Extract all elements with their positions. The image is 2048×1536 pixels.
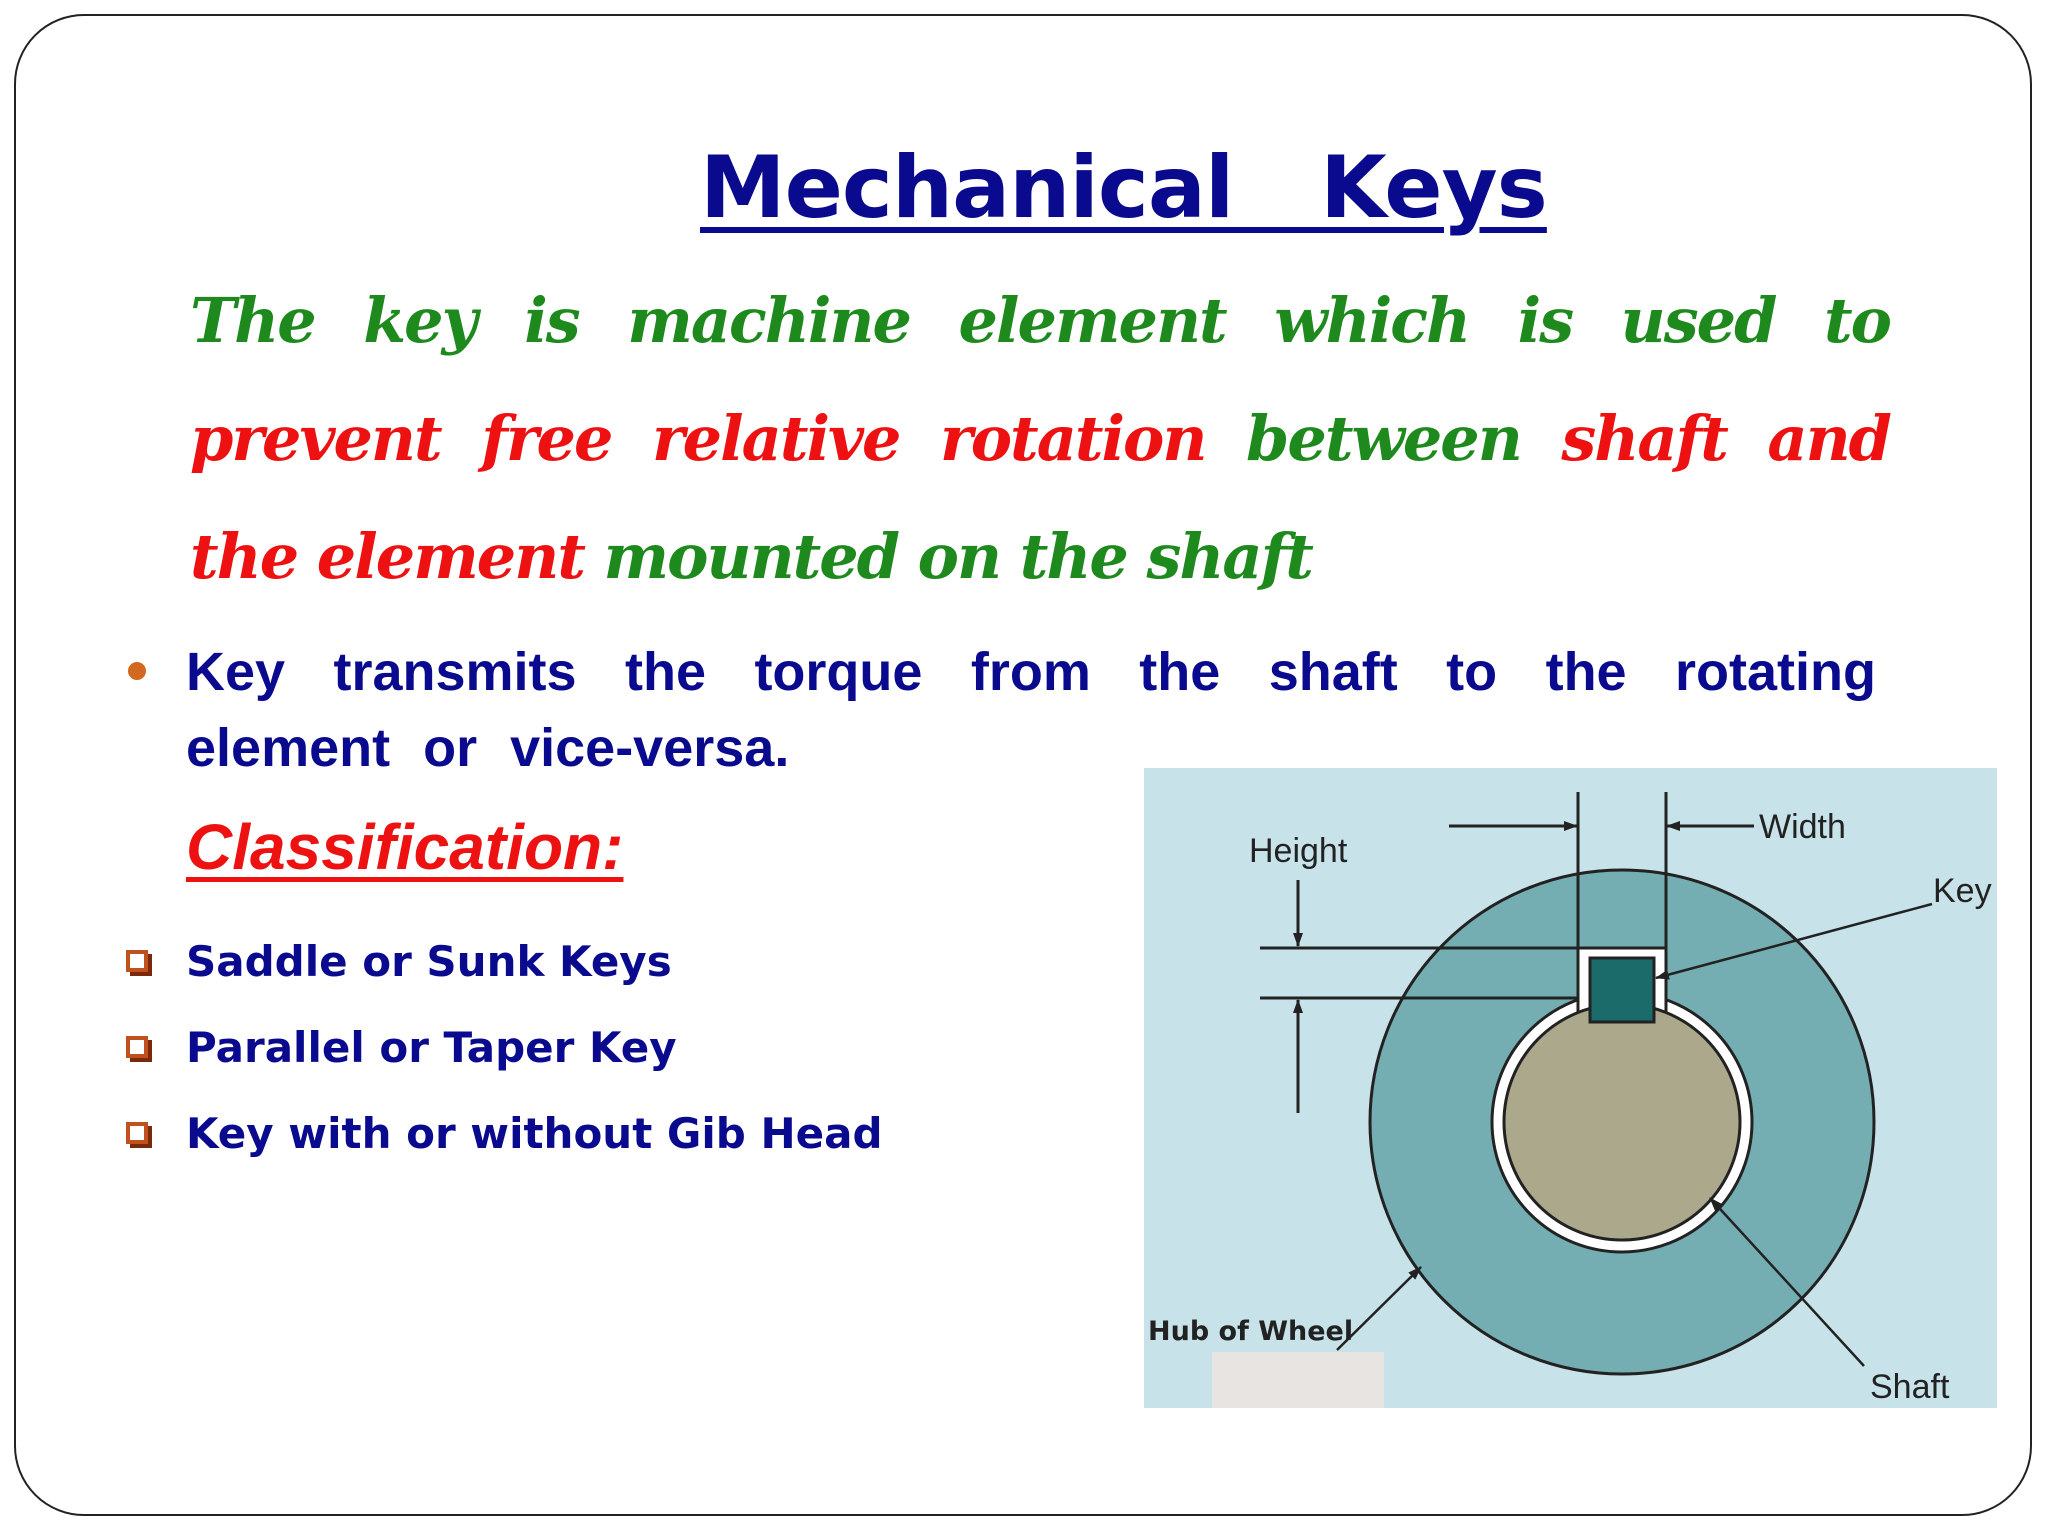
list-item xyxy=(126,1004,883,1090)
torque-bullet-text: Key transmits the torque from the shaft to the rotating element or vice-versa. xyxy=(186,642,1876,778)
key-diagram xyxy=(1144,768,1997,1408)
list-item-text: Saddle or Sunk Keys xyxy=(186,936,672,986)
definition-text-3: mounted on the shaft xyxy=(583,520,1312,593)
torque-bullet xyxy=(128,634,1888,786)
definition-highlight-1: prevent free relative rotation xyxy=(190,402,1206,475)
slide-title: Mechanical Keys xyxy=(700,138,1547,238)
checkbox-bullet-icon xyxy=(126,1036,148,1058)
definition-text-2: between xyxy=(1205,402,1562,475)
key-block xyxy=(1590,958,1654,1022)
hub-label: Hub of Wheel xyxy=(1148,1316,1354,1347)
checkbox-bullet-icon xyxy=(126,1122,148,1144)
shaft xyxy=(1504,1004,1740,1240)
classification-list xyxy=(126,918,883,1176)
key-label: Key xyxy=(1933,872,1992,910)
key-definition xyxy=(190,262,1890,616)
checkbox-bullet-icon xyxy=(126,950,148,972)
definition-text-1: The key is machine element which is used to xyxy=(190,284,1890,357)
list-item-text: Parallel or Taper Key xyxy=(186,1022,677,1072)
height-label: Height xyxy=(1249,832,1348,870)
width-label: Width xyxy=(1759,808,1846,846)
label-box xyxy=(1212,1352,1384,1408)
list-item-text: Key with or without Gib Head xyxy=(186,1108,883,1158)
bullet-dot-icon xyxy=(128,662,146,680)
list-item xyxy=(126,1090,883,1176)
list-item xyxy=(126,918,883,1004)
definition-highlight-2: shaft and the element xyxy=(190,402,1890,593)
classification-heading: Classification: xyxy=(186,811,624,883)
shaft-label: Shaft xyxy=(1870,1368,1950,1406)
